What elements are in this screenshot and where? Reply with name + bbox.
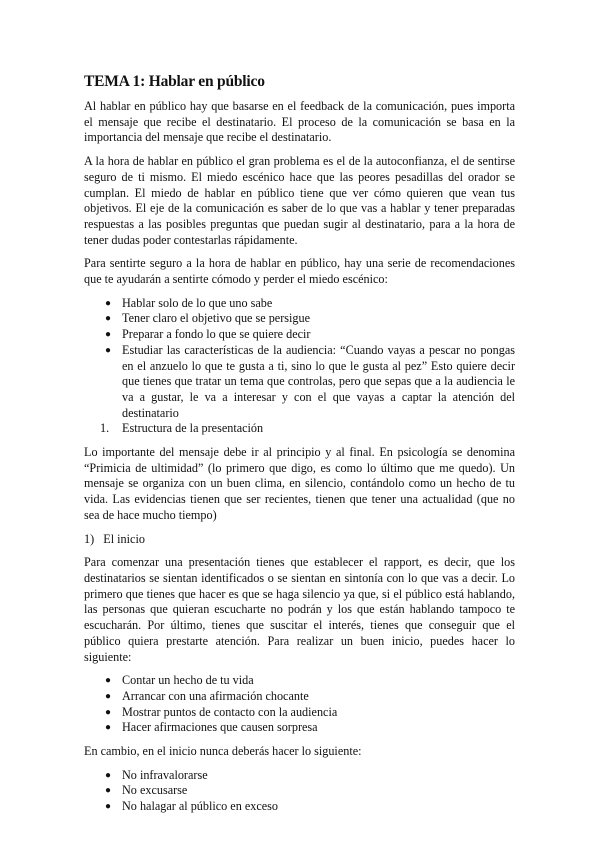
list-item: ● No infravalorarse bbox=[105, 767, 208, 782]
paragraph-intro: Al hablar en público hay que basarse en el feedback de la comunicación, pues importa el mensaje que recibe el destinatario. El proceso de la comunicación se basa en la importancia del mensaje que recibe el destinatario. bbox=[84, 99, 515, 145]
bullet-icon: ● bbox=[105, 313, 112, 325]
document-body bbox=[84, 0, 515, 843]
bullet-icon: ● bbox=[105, 801, 112, 813]
list-item: ● No excusarse bbox=[105, 783, 188, 798]
list-item: ● Estudiar las características de la audiencia: “Cuando vayas a pescar no pongas en el anzuelo lo que te gusta a ti, sino lo que le gusta al pez” Esto quiere decir que tienes que tratar un tema que controlas, pero que sepas que a la audiencia le va a gustar, le va a interesar y con el que vayas a captar la atención del destinatario bbox=[105, 342, 515, 420]
bullet-icon: ● bbox=[105, 722, 112, 734]
bullet-icon: ● bbox=[105, 329, 112, 341]
list-item: ● Preparar a fondo lo que se quiere decir bbox=[105, 327, 311, 342]
list-item: ● Hablar solo de lo que uno sabe bbox=[105, 295, 273, 310]
bullet-icon: ● bbox=[105, 344, 112, 356]
list-item: ● Hacer afirmaciones que causen sorpresa bbox=[105, 720, 318, 735]
bullet-icon: ● bbox=[105, 706, 112, 718]
list-item: ● Mostrar puntos de contacto con la audiencia bbox=[105, 704, 338, 719]
bullet-icon: ● bbox=[105, 785, 112, 797]
bullet-icon: ● bbox=[105, 297, 112, 309]
paragraph-message: Lo importante del mensaje debe ir al principio y al final. En psicología se denomina “Primicia de ultimidad” (lo primero que digo, es como lo último que me quedo). Un mensaje se organiza con un buen clima, en silencio, contándolo como un hecho de tu vida. Las evidencias tienen que ser recientes, tienen que tener una actualidad (que no sea de hace mucho tiempo) bbox=[84, 445, 515, 522]
good-start-list bbox=[84, 673, 515, 736]
section-heading-inicio: 1) El inicio bbox=[84, 531, 145, 546]
list-item: ● Contar un hecho de tu vida bbox=[105, 673, 254, 688]
numbered-item: 1. Estructura de la presentación bbox=[100, 421, 264, 436]
bullet-icon: ● bbox=[105, 690, 112, 702]
bullet-icon: ● bbox=[105, 769, 112, 781]
list-item: ● No halagar al público en exceso bbox=[105, 799, 279, 814]
recommendations-list bbox=[84, 296, 515, 437]
paragraph-confidence: A la hora de hablar en público el gran problema es el de la autoconfianza, el de sentirse seguro de ti mismo. El miedo escénico hace que las peores pesadillas del orador se cumplan. El miedo de hablar en público tiene que ver cómo quieren que vean tus objetivos. El eje de la comunicación es saber de lo que vas a hablar y tener preparadas respuestas a las posibles preguntas que puedan sugir al destinatario, para a la hora de tener dudas poder contestarlas rápidamente. bbox=[84, 154, 515, 247]
list-item: ● Arrancar con una afirmación chocante bbox=[105, 688, 309, 703]
page-title: TEMA 1: Hablar en público bbox=[84, 73, 265, 90]
list-item: ● Tener claro el objetivo que se persigue bbox=[105, 311, 310, 326]
paragraph-inicio: Para comenzar una presentación tienes que establecer el rapport, es decir, que los destinatarios se sientan identificados o se sientan en sintonía con lo que vas a decir. Lo primero que tienes que hacer es que se haga silencio ya que, si el público está hablando, las personas que quieran escucharte no podrán y los que están hablando tampoco te escucharán. Por último, tienes que suscitar el interés, tienes que conseguir que el público quiera prestarte atención. Para realizar un buen inicio, puedes hacer lo siguiente: bbox=[84, 555, 515, 664]
paragraph-avoid: En cambio, en el inicio nunca deberás hacer lo siguiente: bbox=[84, 744, 362, 759]
paragraph-recommendations: Para sentirte seguro a la hora de hablar en público, hay una serie de recomendaciones que te ayudarán a sentirte cómodo y perder el miedo escénico: bbox=[84, 256, 515, 287]
bullet-icon: ● bbox=[105, 675, 112, 687]
avoid-list bbox=[84, 768, 515, 815]
